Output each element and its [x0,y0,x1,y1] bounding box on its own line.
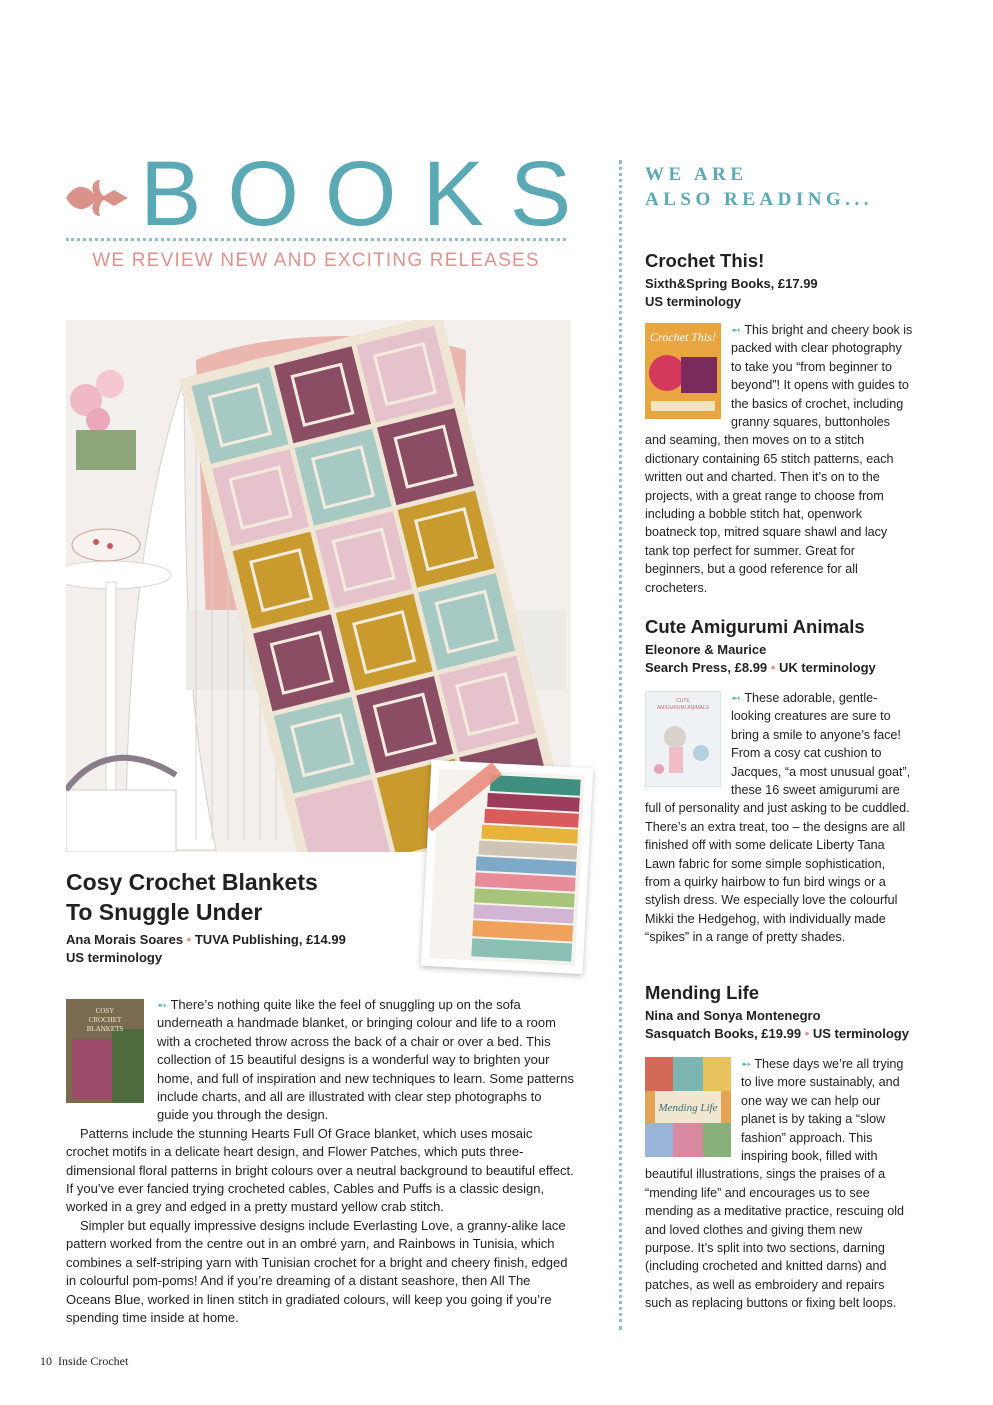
page-title: BOOKS [140,143,598,245]
stacked-blankets-photo [421,760,594,974]
svg-text:CROCHET: CROCHET [88,1016,122,1024]
book-publisher: Sixth&Spring Books, £17.99 [645,276,818,291]
main-review-para1: There’s nothing quite like the feel of snuggling up on the sofa underneath a handmade blanket, or bringing colour and life to a room with a crocheted throw across the back of a chair or over a bed. This collection of 15 beautiful designs is a wonderful way to brighten your home, and full of inspiration and new techniques to learn. Some patterns include charts, and all are illustrated with clear step photographs to guide you through the design. [157,997,574,1123]
mending-life-cover [645,1057,731,1157]
book-terminology: US terminology [812,1026,909,1041]
arrow-bullet-icon: ➻ [731,691,742,705]
main-review-title-line2: To Snuggle Under [66,899,263,925]
svg-text:AMIGURUMI ANIMALS: AMIGURUMI ANIMALS [656,705,710,711]
book-body: These adorable, gentle-looking creatures are sure to bring a smile to anyone’s face! From a cosy cat cushion to Jacques, “a most unusual goat”, these 16 sweet amigurumi are full of personality and just asking to be cuddled. There’s an extra treat, too – the designs are all finished off with some delicate Liberty Tana Lawn fabric for some simple sophistication, from a quirky hairbow to fun bird wings or a stylish dress. We especially love the colourful Mikki the Hedgehog, with individually made “spikes” in a range of pretty shades. [645,691,911,945]
svg-text:Mending Life: Mending Life [658,1102,718,1114]
separator-dot: • [186,932,192,947]
sidebar-title-line1: WE ARE [645,164,748,185]
book-title: Cute Amigurumi Animals [645,616,865,637]
arrow-bullet-icon: ➻ [157,998,168,1012]
sidebar-book-mending-life [645,982,913,1313]
main-review-terminology: US terminology [66,950,163,965]
sidebar-title [645,162,873,212]
svg-text:BLANKETS: BLANKETS [86,1025,124,1033]
main-review-meta [66,931,406,967]
arrow-bullet-icon: ➻ [731,323,742,337]
svg-text:CUTE: CUTE [676,698,690,704]
main-review-body [66,996,574,1327]
book-title: Mending Life [645,982,760,1003]
main-review-para2: Patterns include the stunning Hearts Full Of Grace blanket, which uses mosaic crochet motifs in a delicate heart design, and Flower Patches, which puts three-dimensional floral patterns in bright colours over a neutral background to beautiful effect. If you’ve ever fancied trying crocheted cables, Cables and Puffs is a classic design, worked in a grey and edged in a pretty mustard yellow crab stitch. [66,1125,574,1215]
page-footer [40,1354,134,1369]
book-publisher: Search Press, £8.99 [645,660,768,675]
header-divider [66,238,566,241]
svg-text:Crochet This!: Crochet This! [650,330,716,344]
magazine-name: Inside Crochet [58,1354,129,1368]
book-title: Crochet This! [645,250,765,271]
book-author: Nina and Sonya Montenegro [645,1008,821,1023]
arrow-bullet-icon: ➻ [741,1057,752,1071]
book-author: Eleonore & Maurice [645,642,767,657]
cute-amigurumi-cover [645,691,721,787]
separator-dot: • [804,1026,810,1041]
book-body: This bright and cheery book is packed with clear photography to take you “from beginner to beyond”! It opens with guides to the basics of crochet, including granny squares, buttonholes and seaming, then moves on to a stitch dictionary containing 65 stitch patterns, each written out and charted. Then it’s on to the projects, with a great range to choose from including a bobble stitch hat, openwork boatneck top, mitred square shawl and lacy tank top perfect for summer. Great for beginners, but a good reference for all crocheters. [645,323,913,595]
leaf-ornament-icon [64,176,130,220]
page-subtitle: WE REVIEW NEW AND EXCITING RELEASES [92,250,540,271]
crochet-this-cover [645,323,721,419]
book-terminology: US terminology [645,294,742,309]
main-review-title [66,867,406,927]
sidebar-book-crochet-this [645,250,913,597]
page-number: 10 [40,1354,52,1368]
sidebar-book-cute-amigurumi [645,616,913,947]
book-publisher: Sasquatch Books, £19.99 [645,1026,802,1041]
sidebar-title-line2: ALSO READING... [645,189,873,210]
book-terminology: UK terminology [778,660,876,675]
main-review-publisher: TUVA Publishing, £14.99 [194,932,346,947]
main-review-para3: Simpler but equally impressive designs include Everlasting Love, a granny-alike lace pattern worked from the centre out in an ombré yarn, and Rainbows in Tunisia, which combines a self-striping yarn with Tunisian crochet for a bright and cheery finish, edged in colourful pom-poms! And if you’re dreaming of a distant seashore, then All The Oceans Blue, worked in linen stitch in gradiated colours, will keep you going if you’re spending time inside at home. [66,1217,568,1325]
svg-text:COSY: COSY [95,1007,115,1015]
main-review-author: Ana Morais Soares [66,932,184,947]
sidebar-divider [619,160,622,1330]
main-review-title-line1: Cosy Crochet Blankets [66,869,318,895]
book-body: These days we’re all trying to live more sustainably, and one way we can help our planet is by taking a “slow fashion” approach. This inspiring book, filled with beautiful illustrations, sings the praises of a “mending life” and encourages us to see mending as a meditative practice, rescuing old and loved clothes and giving them new purpose. It’s split into two sections, darning (including crocheted and knitted darns) and patches, as well as embroidery and repairs such as replacing buttons or fixing belt loops. [645,1057,905,1311]
separator-dot: • [770,660,776,675]
cosy-blankets-cover [66,999,144,1103]
